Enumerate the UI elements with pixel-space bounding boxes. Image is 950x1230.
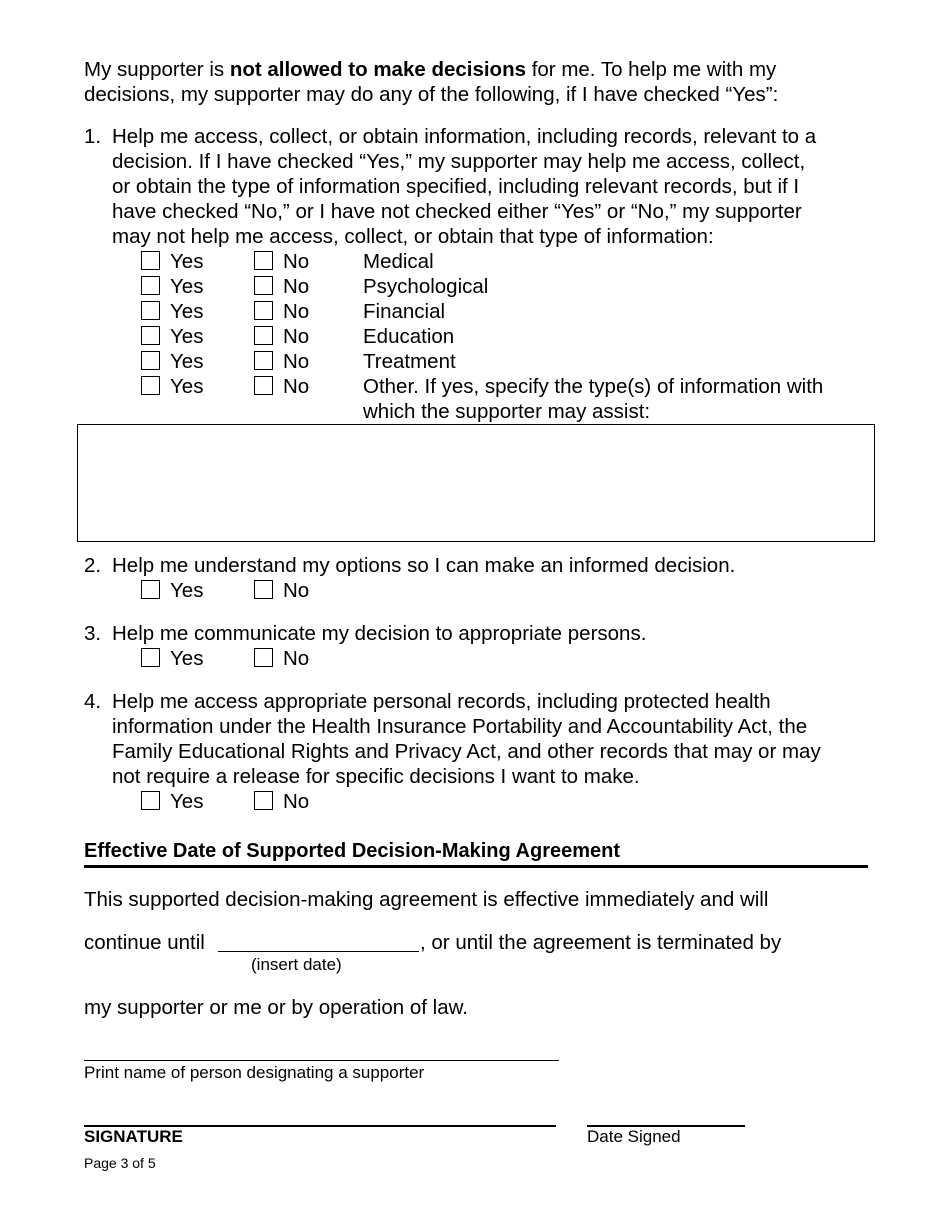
category-psychological: Psychological xyxy=(363,275,489,298)
item-4-yes-checkbox[interactable] xyxy=(141,791,160,810)
no-label: No xyxy=(283,579,310,602)
item-2-text: Help me understand my options so I can make an informed decision. xyxy=(112,554,736,577)
page-number: Page 3 of 5 xyxy=(84,1155,156,1171)
print-name-field[interactable] xyxy=(84,1060,559,1061)
yes-label: Yes xyxy=(170,325,204,348)
item-3-yes-checkbox[interactable] xyxy=(141,648,160,667)
item-4-line: Help me access appropriate personal records, including protected health xyxy=(112,690,771,713)
item-2-yes-checkbox[interactable] xyxy=(141,580,160,599)
psychological-no-checkbox[interactable] xyxy=(254,276,273,295)
effective-line-2-end: , or until the agreement is terminated by xyxy=(420,931,782,954)
yes-label: Yes xyxy=(170,375,204,398)
item-2-no-checkbox[interactable] xyxy=(254,580,273,599)
medical-no-checkbox[interactable] xyxy=(254,251,273,270)
category-treatment: Treatment xyxy=(363,350,456,373)
psychological-yes-checkbox[interactable] xyxy=(141,276,160,295)
yes-label: Yes xyxy=(170,579,204,602)
financial-yes-checkbox[interactable] xyxy=(141,301,160,320)
category-other-line-2: which the supporter may assist: xyxy=(363,400,651,423)
no-label: No xyxy=(283,250,310,273)
date-signed-label: Date Signed xyxy=(587,1127,681,1146)
education-no-checkbox[interactable] xyxy=(254,326,273,345)
category-financial: Financial xyxy=(363,300,446,323)
item-1-line: Help me access, collect, or obtain information, including records, relevant to a xyxy=(112,125,817,148)
intro-bold-text: not allowed to make decisions xyxy=(229,58,527,81)
item-4-line: not require a release for specific decisions I want to make. xyxy=(112,765,640,788)
yes-label: Yes xyxy=(170,647,204,670)
other-yes-checkbox[interactable] xyxy=(141,376,160,395)
insert-date-caption: (insert date) xyxy=(251,955,342,974)
no-label: No xyxy=(283,275,310,298)
item-4-number: 4. xyxy=(84,690,102,713)
item-3-number: 3. xyxy=(84,622,102,645)
item-1-line: or obtain the type of information specified, including relevant records, but if I xyxy=(112,175,800,198)
signature-label: SIGNATURE xyxy=(84,1127,183,1146)
item-3-text: Help me communicate my decision to appropriate persons. xyxy=(112,622,647,645)
other-no-checkbox[interactable] xyxy=(254,376,273,395)
category-education: Education xyxy=(363,325,455,348)
effective-line-1: This supported decision-making agreement is effective immediately and will xyxy=(84,888,769,911)
no-label: No xyxy=(283,375,310,398)
financial-no-checkbox[interactable] xyxy=(254,301,273,320)
intro-line-1 xyxy=(84,57,776,82)
medical-yes-checkbox[interactable] xyxy=(141,251,160,270)
education-yes-checkbox[interactable] xyxy=(141,326,160,345)
item-4-line: information under the Health Insurance Portability and Accountability Act, the xyxy=(112,715,808,738)
print-name-label: Print name of person designating a supporter xyxy=(84,1063,425,1082)
yes-label: Yes xyxy=(170,350,204,373)
insert-date-field[interactable] xyxy=(218,951,419,952)
yes-label: Yes xyxy=(170,250,204,273)
section-heading-underline xyxy=(84,865,868,868)
section-heading: Effective Date of Supported Decision-Making Agreement xyxy=(84,840,621,862)
no-label: No xyxy=(283,790,310,813)
yes-label: Yes xyxy=(170,300,204,323)
intro-line-2: decisions, my supporter may do any of the following, if I have checked “Yes”: xyxy=(84,83,779,106)
no-label: No xyxy=(283,300,310,323)
treatment-no-checkbox[interactable] xyxy=(254,351,273,370)
other-information-textbox[interactable] xyxy=(77,424,875,542)
effective-line-3: my supporter or me or by operation of law. xyxy=(84,996,468,1019)
intro-text: My supporter is xyxy=(84,58,230,81)
yes-label: Yes xyxy=(170,275,204,298)
category-other: Other. If yes, specify the type(s) of information with xyxy=(363,375,824,398)
item-4-line: Family Educational Rights and Privacy Act, and other records that may or may xyxy=(112,740,821,763)
item-1-line: may not help me access, collect, or obtain that type of information: xyxy=(112,225,714,248)
no-label: No xyxy=(283,325,310,348)
effective-line-2-start: continue until xyxy=(84,931,205,954)
yes-label: Yes xyxy=(170,790,204,813)
item-1-number: 1. xyxy=(84,125,102,148)
item-4-no-checkbox[interactable] xyxy=(254,791,273,810)
item-2-number: 2. xyxy=(84,554,102,577)
category-medical: Medical xyxy=(363,250,434,273)
treatment-yes-checkbox[interactable] xyxy=(141,351,160,370)
item-3-no-checkbox[interactable] xyxy=(254,648,273,667)
item-1-line: decision. If I have checked “Yes,” my supporter may help me access, collect, xyxy=(112,150,806,173)
item-1-line: have checked “No,” or I have not checked either “Yes” or “No,” my supporter xyxy=(112,200,802,223)
intro-text-end: for me. To help me with my xyxy=(526,58,777,81)
no-label: No xyxy=(283,647,310,670)
no-label: No xyxy=(283,350,310,373)
